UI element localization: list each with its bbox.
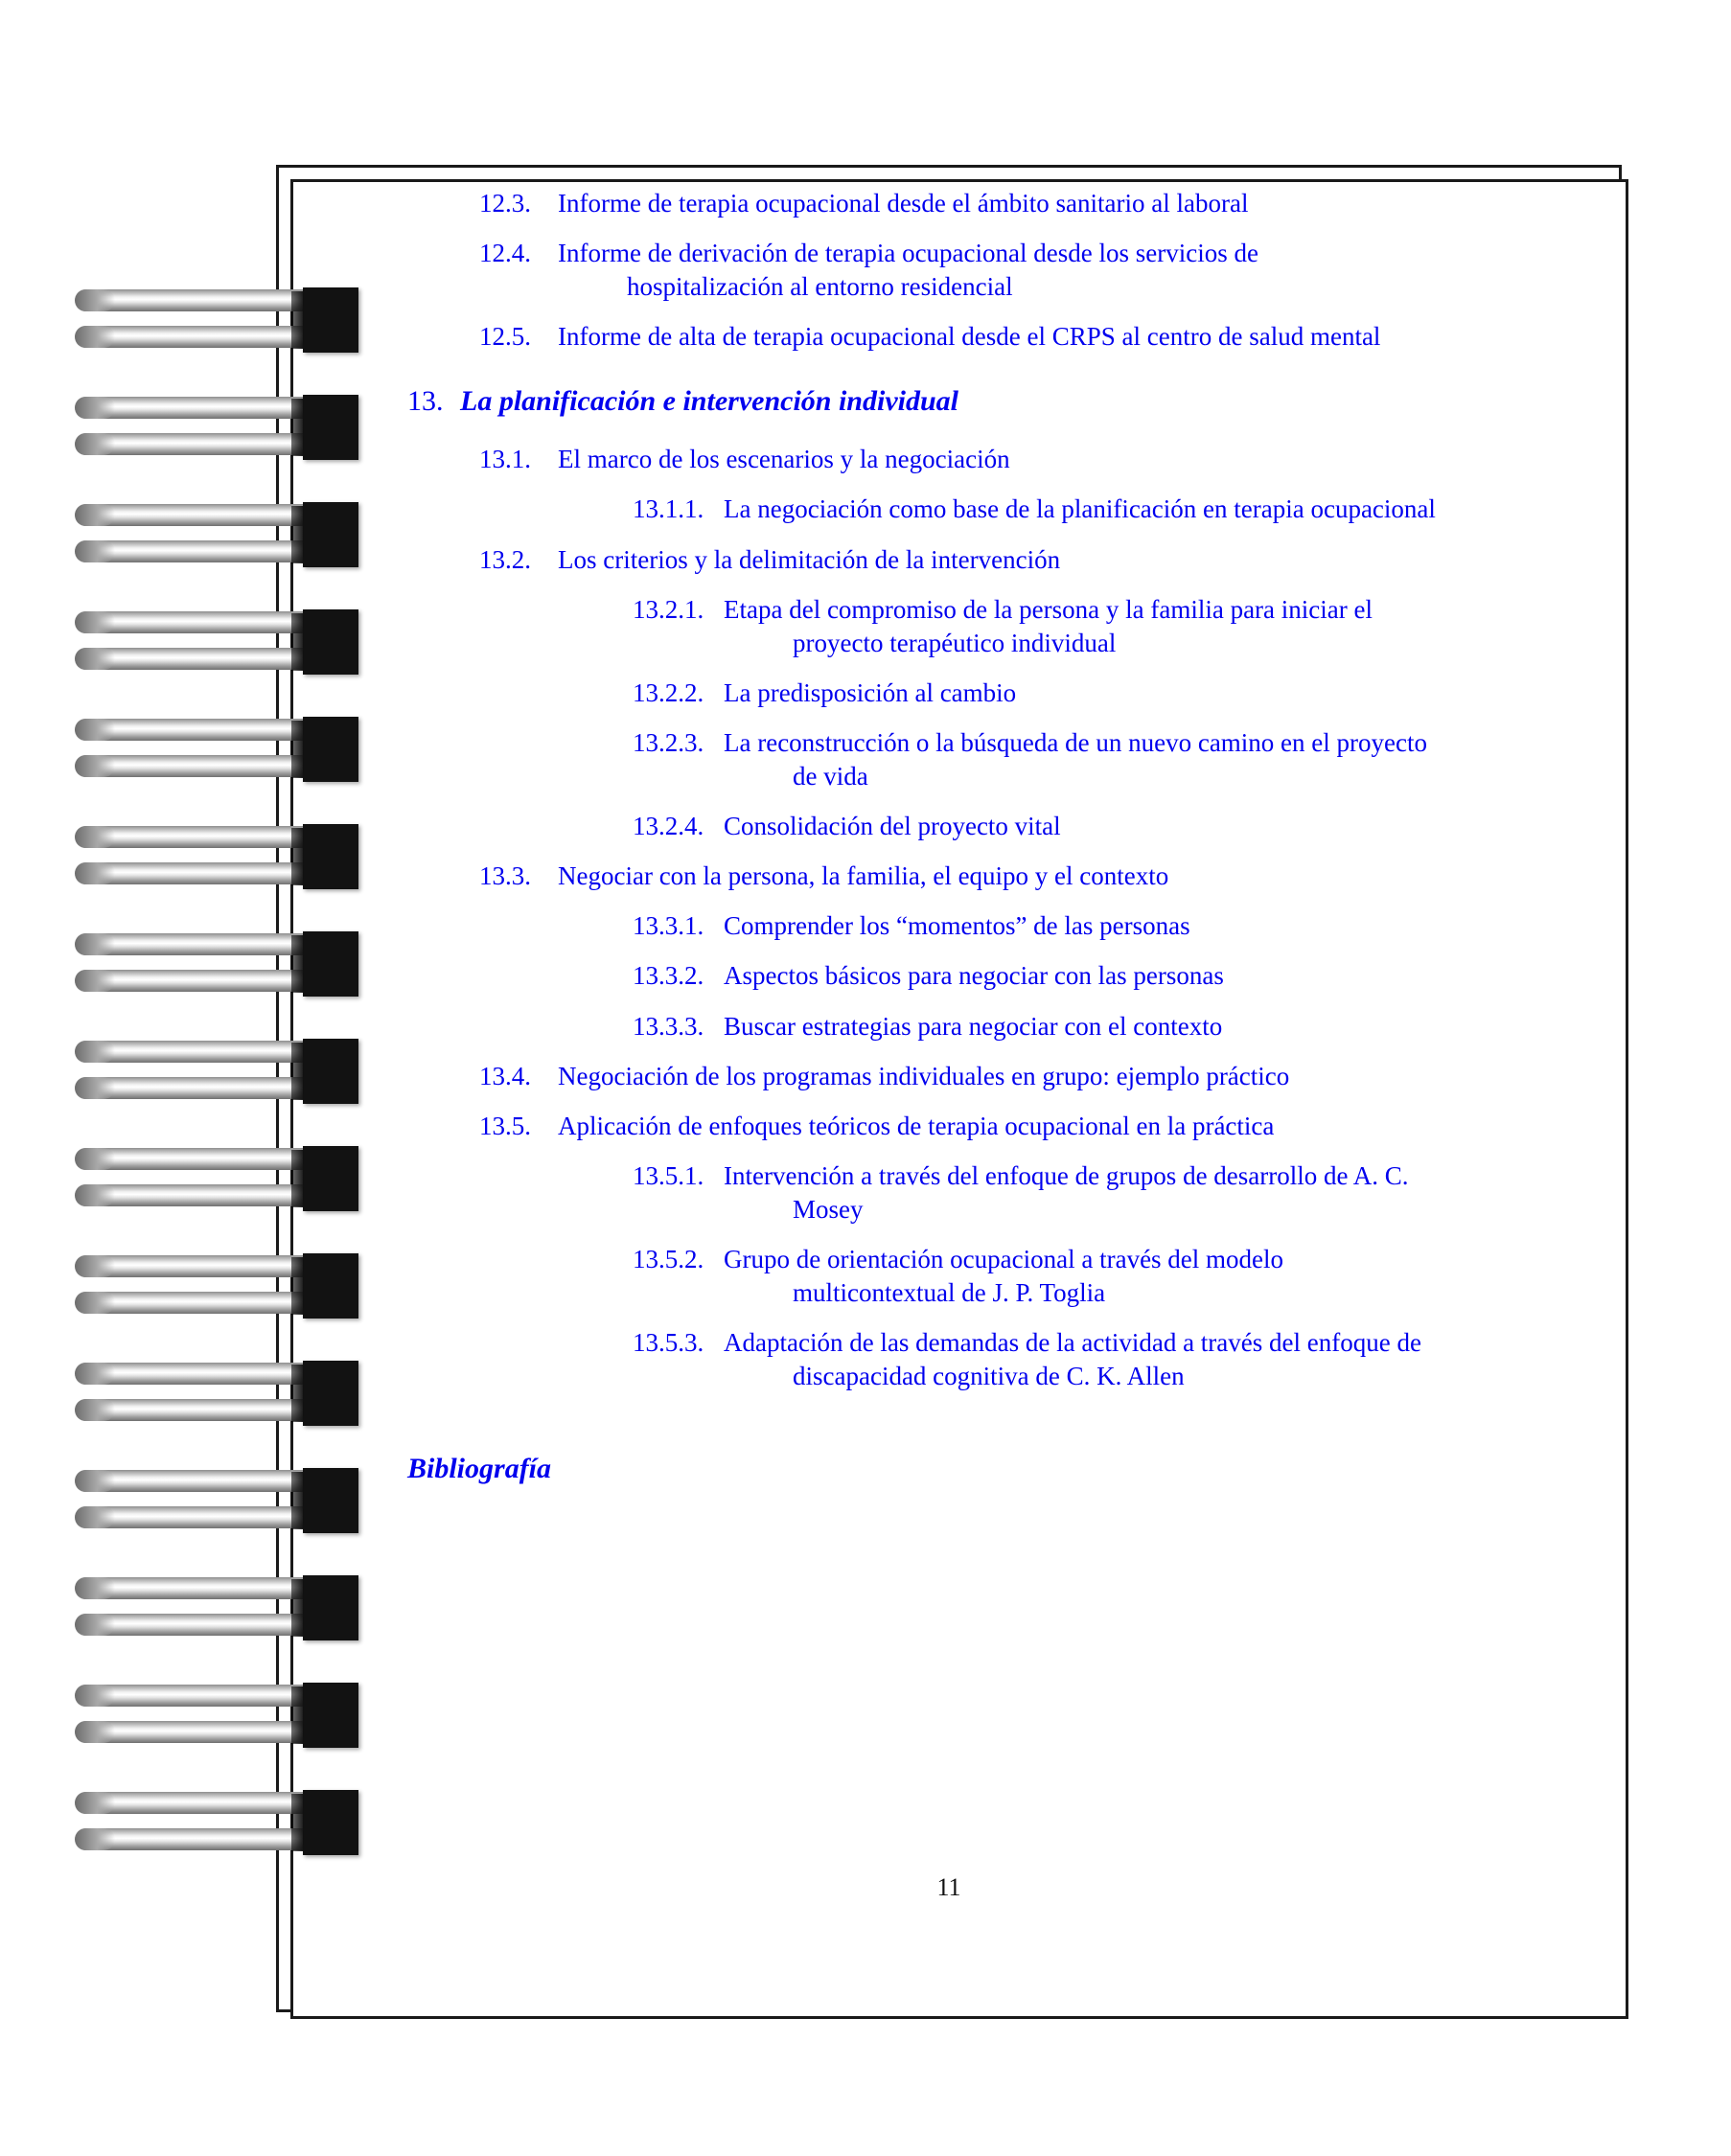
toc-entry-number: 13.2.1. (633, 594, 704, 624)
toc-entry-number: 12.4. (479, 239, 531, 268)
toc-entry-text (724, 1159, 1596, 1227)
toc-entry-number: 12.3. (479, 189, 531, 218)
toc-entry-text-line1: Aspectos básicos para negociar con las personas (724, 961, 1224, 991)
toc-entry-text-continuation: proyecto terapéutico individual (793, 628, 1117, 657)
toc-entry[interactable] (302, 1060, 1596, 1093)
toc-entry-text-line1: Etapa del compromiso de la persona y la familia para iniciar el (724, 594, 1373, 624)
toc-entry[interactable] (302, 593, 1596, 660)
toc-entry-number: 13.1.1. (633, 494, 704, 524)
toc-entry-text (724, 493, 1596, 526)
table-of-contents (302, 187, 1596, 1901)
toc-entry-text-line1: Consolidación del proyecto vital (724, 812, 1061, 841)
toc-entry-text (558, 1110, 1596, 1143)
toc-entry-number: 13.3.1. (633, 911, 704, 941)
toc-entry-text-continuation: Mosey (793, 1194, 864, 1224)
toc-entry-text-continuation: de vida (793, 762, 868, 791)
toc-entry-text (558, 1060, 1596, 1093)
toc-entry-number: 13.4. (479, 1061, 531, 1090)
toc-entry-text-line1: Intervención a través del enfoque de grupos de desarrollo de A. C. (724, 1160, 1409, 1190)
toc-entry-text (558, 860, 1596, 893)
toc-entry-text-line1: La negociación como base de la planificación en terapia ocupacional (724, 494, 1436, 524)
toc-entry-number: 13.3.3. (633, 1011, 704, 1041)
toc-entry-number: 13.2. (479, 544, 531, 574)
toc-entry[interactable] (302, 1110, 1596, 1143)
page-sheet-outer-border (276, 165, 1622, 2012)
toc-entry-number: 12.5. (479, 322, 531, 352)
page-number: 11 (936, 1873, 961, 1901)
toc-entry-text-line1: Adaptación de las demandas de la actividad a través del enfoque de (724, 1328, 1421, 1358)
toc-entry-text (558, 237, 1596, 304)
toc-entry-number: 13.2.3. (633, 727, 704, 757)
toc-entry-text-line1: Aplicación de enfoques teóricos de terapia ocupacional en la práctica (558, 1111, 1275, 1140)
toc-entry-text-line1: La predisposición al cambio (724, 677, 1017, 707)
toc-entry-list (302, 187, 1596, 1393)
toc-entry-text-line1: La planificación e intervención individual (460, 385, 958, 418)
toc-entry[interactable] (302, 493, 1596, 526)
toc-entry-number: 13. (407, 385, 444, 418)
toc-entry-number: 13.2.2. (633, 677, 704, 707)
toc-entry-number: 13.5. (479, 1111, 531, 1140)
toc-entry-text (724, 1010, 1596, 1044)
toc-entry-number: 13.5.2. (633, 1244, 704, 1273)
toc-entry-text (558, 543, 1596, 577)
toc-entry[interactable] (302, 909, 1596, 943)
toc-entry-text (724, 677, 1596, 710)
toc-entry-text-line1: Negociar con la persona, la familia, el equipo y el contexto (558, 861, 1169, 891)
toc-entry[interactable] (302, 1159, 1596, 1227)
toc-entry-text (460, 382, 1596, 420)
toc-entry-text-line1: La reconstrucción o la búsqueda de un nuevo camino en el proyecto (724, 727, 1427, 757)
toc-entry-text (724, 909, 1596, 943)
toc-entry[interactable] (302, 382, 1596, 420)
toc-entry-text (724, 810, 1596, 843)
toc-entry-text-line1: Grupo de orientación ocupacional a través del modelo (724, 1244, 1284, 1273)
toc-entry-text-continuation: discapacidad cognitiva de C. K. Allen (793, 1362, 1185, 1391)
toc-entry-number: 13.2.4. (633, 812, 704, 841)
toc-entry[interactable] (302, 959, 1596, 993)
toc-entry[interactable] (302, 543, 1596, 577)
toc-entry[interactable] (302, 677, 1596, 710)
toc-entry-text (558, 443, 1596, 476)
toc-entry-text (724, 593, 1596, 660)
toc-entry-text-line1: Comprender los “momentos” de las personas (724, 911, 1190, 941)
toc-entry-text (558, 320, 1596, 354)
toc-entry[interactable] (302, 237, 1596, 304)
toc-entry[interactable] (302, 810, 1596, 843)
toc-entry-text (724, 959, 1596, 993)
toc-entry-text-line1: Informe de derivación de terapia ocupacional desde los servicios de (558, 239, 1258, 268)
toc-entry-text-line1: Negociación de los programas individuales en grupo: ejemplo práctico (558, 1061, 1290, 1090)
toc-entry-number: 13.3. (479, 861, 531, 891)
toc-entry-text-continuation: hospitalización al entorno residencial (627, 272, 1013, 302)
toc-entry[interactable] (302, 443, 1596, 476)
toc-entry[interactable] (302, 1243, 1596, 1310)
toc-entry-text-line1: Informe de terapia ocupacional desde el ámbito sanitario al laboral (558, 189, 1249, 218)
toc-entry-number: 13.5.1. (633, 1160, 704, 1190)
toc-entry-number: 13.5.3. (633, 1328, 704, 1358)
toc-entry-text (558, 187, 1596, 220)
toc-entry[interactable] (302, 860, 1596, 893)
toc-entry-text-line1: Los criterios y la delimitación de la intervención (558, 544, 1061, 574)
toc-entry[interactable] (302, 187, 1596, 220)
toc-entry-number: 13.3.2. (633, 961, 704, 991)
toc-entry[interactable] (302, 726, 1596, 793)
toc-entry-text-line1: Informe de alta de terapia ocupacional desde el CRPS al centro de salud mental (558, 322, 1381, 352)
bibliography-heading: Bibliografía (407, 1453, 552, 1485)
toc-entry-text (724, 726, 1596, 793)
toc-entry[interactable] (302, 320, 1596, 354)
toc-entry-text-line1: Buscar estrategias para negociar con el contexto (724, 1011, 1223, 1041)
toc-entry-text-line1: El marco de los escenarios y la negociación (558, 445, 1010, 474)
toc-entry[interactable] (302, 1010, 1596, 1044)
toc-entry-text (724, 1243, 1596, 1310)
toc-entry[interactable] (302, 1326, 1596, 1393)
toc-entry-text-continuation: multicontextual de J. P. Toglia (793, 1278, 1106, 1308)
toc-entry-text (724, 1326, 1596, 1393)
toc-entry-number: 13.1. (479, 445, 531, 474)
